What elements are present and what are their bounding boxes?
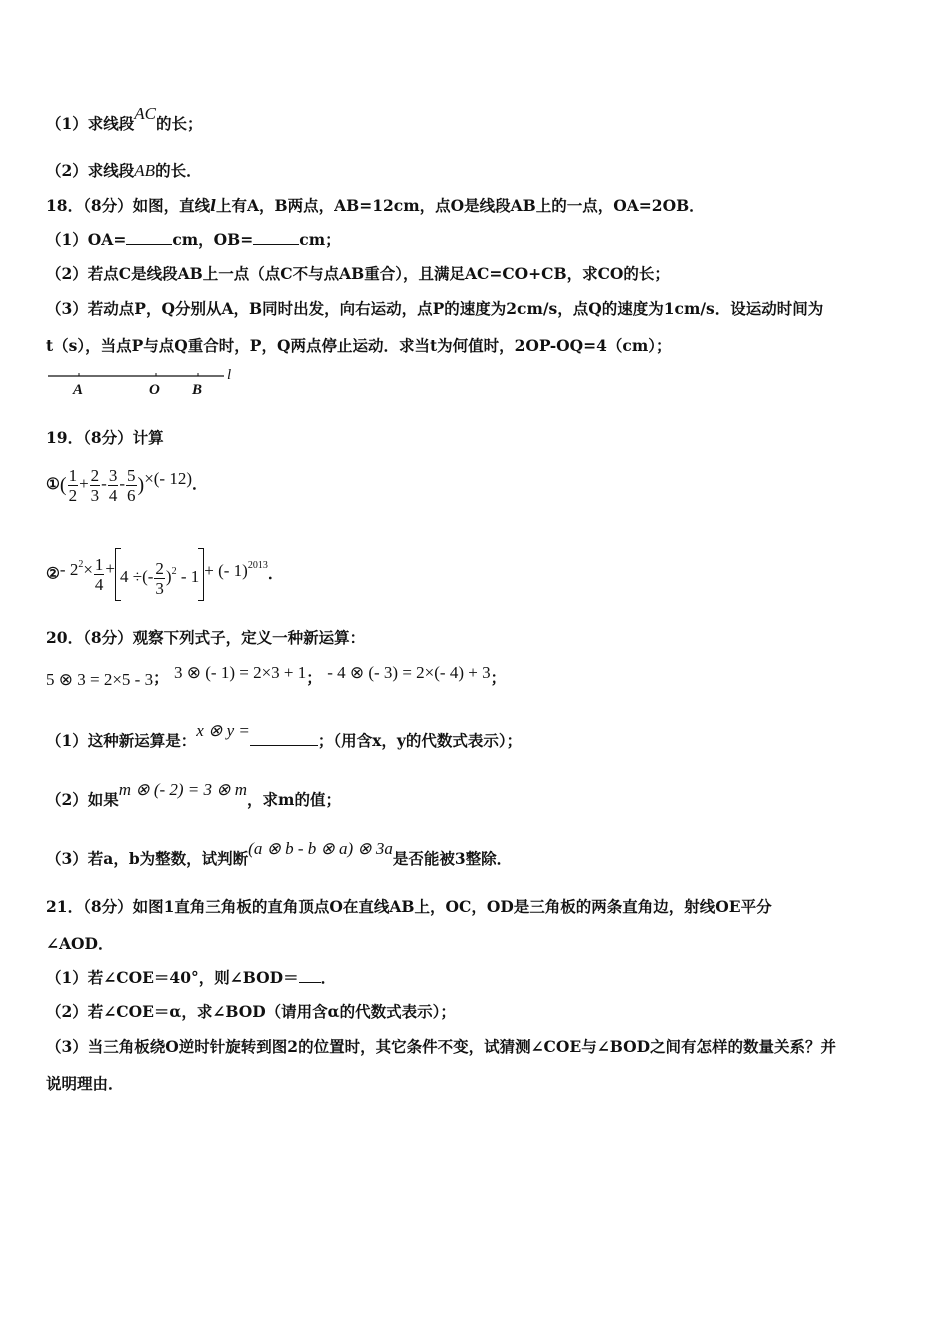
q21-line1: 21．（8分）如图1直角三角板的直角顶点O在直线AB上，OC，OD是三角板的两条直角边，射线OE平分 <box>46 897 772 916</box>
period: ． <box>267 563 284 583</box>
q21-part2: （2）若∠COE＝α，求∠BOD（请用含α的代数式表示）； <box>46 1002 456 1021</box>
denominator: 6 <box>127 485 136 505</box>
q20-part1-b: ；（用含x，y的代数式表示）； <box>317 731 523 750</box>
inner-b: ) <box>165 567 172 586</box>
q18-line-name: l <box>210 196 216 215</box>
q21-part1-b: ． <box>320 968 337 987</box>
q18-intro-text: 18．（8分）如图，直线 <box>46 196 211 215</box>
numerator: 1 <box>94 555 104 574</box>
fraction-5-6 <box>126 466 137 505</box>
q21-part1 <box>46 968 336 988</box>
label-l: l <box>227 367 232 383</box>
answer-blank <box>126 244 172 245</box>
circled-1: ① <box>46 474 60 493</box>
denominator: 3 <box>155 578 164 598</box>
period: ． <box>192 474 208 493</box>
multiply-neg-12: ×(- 12) <box>144 469 193 488</box>
answer-blank <box>253 244 299 245</box>
q18-intro-rest: 上有A，B两点，AB=12cm，点O是线段AB上的一点，OA=2OB． <box>216 196 705 215</box>
q18-part2: （2）若点C是线段AB上一点（点C不与点AB重合），且满足AC=CO+CB，求CO的长； <box>46 264 670 283</box>
separator: ； <box>306 668 322 687</box>
q20-part2-a: （2）如果 <box>46 790 119 809</box>
q19-expression-1 <box>46 462 208 507</box>
fraction-2-3 <box>154 559 165 598</box>
exponent: 2 <box>78 559 84 570</box>
numerator: 1 <box>68 465 78 485</box>
open-paren: ( <box>59 474 67 496</box>
q17-segment-ac: AC <box>134 104 157 123</box>
numerator: 5 <box>127 465 136 485</box>
operator: + <box>79 474 89 493</box>
neg-1-power <box>204 561 268 580</box>
q19-title: 19．（8分）计算 <box>46 428 164 447</box>
q17-part1 <box>46 104 203 134</box>
square-bracket-group <box>115 548 204 601</box>
plus: + <box>105 558 116 578</box>
q18-part3-line1: （3）若动点P，Q分别从A，B同时出发，向右运动，点P的速度为2cm/s，点Q的速度为1cm/s．设运动时间为 <box>46 299 824 318</box>
fraction-1-4 <box>94 555 105 594</box>
neg-2-squared <box>60 560 93 579</box>
inner-a: 4 ÷(- <box>120 567 154 586</box>
operator: - <box>119 474 126 493</box>
q21-line2: ∠AOD． <box>46 934 114 953</box>
example-3: - 4 ⊗ (- 3) = 2×(- 4) + 3 <box>327 663 491 682</box>
fraction-2-3 <box>90 466 101 505</box>
q19-expression-2 <box>46 548 283 601</box>
fraction-3-4 <box>108 466 119 505</box>
q21-part1-a: （1）若∠COE＝40°，则∠BOD＝ <box>46 968 299 987</box>
q20-x-op-y: x ⊗ y = <box>196 721 250 740</box>
q20-part1 <box>46 721 523 751</box>
exponent: 2 <box>171 566 177 577</box>
q18-part3-line2: t（s），当点P与点Q重合时，P，Q两点停止运动．求当t为何值时，2OP-OQ=4（cm）； <box>46 336 672 355</box>
q17-part1-suffix: 的长； <box>156 114 203 133</box>
example-1: 5 ⊗ 3 = 2×5 - 3 <box>46 670 154 689</box>
answer-blank <box>250 745 318 746</box>
q17-part2 <box>46 161 202 181</box>
q17-segment-ab: AB <box>134 161 156 180</box>
q20-part3-a: （3）若a，b为整数，试判断 <box>46 849 249 868</box>
inner-c: - 1 <box>176 567 200 586</box>
denominator: 2 <box>68 485 78 505</box>
separator: ； <box>153 668 169 687</box>
q20-title: 20．（8分）观察下列式子，定义一种新运算： <box>46 628 366 647</box>
q20-part3-b: 是否能被3整除． <box>392 849 513 868</box>
numerator: 2 <box>90 465 100 485</box>
q20-equation: m ⊗ (- 2) = 3 ⊗ m <box>118 780 248 799</box>
operator: - <box>101 474 107 493</box>
times: × <box>83 560 93 579</box>
numerator: 2 <box>155 558 164 578</box>
q21-part3-line2: 说明理由． <box>46 1074 124 1093</box>
q20-expression: (a ⊗ b - b ⊗ a) ⊗ 3a <box>248 839 393 858</box>
denominator: 4 <box>94 575 104 594</box>
denominator: 3 <box>90 485 100 505</box>
q18-part1-b: cm，OB= <box>172 230 254 249</box>
denominator: 4 <box>108 485 118 505</box>
q20-examples <box>46 663 507 689</box>
label-o: O <box>149 382 160 398</box>
q18-part1-c: cm； <box>299 230 341 249</box>
circled-2: ② <box>46 563 60 583</box>
label-b: B <box>192 382 203 398</box>
q20-part2 <box>46 780 341 810</box>
fraction-1-2 <box>68 466 79 505</box>
example-2: 3 ⊗ (- 1) = 2×3 + 1 <box>174 663 307 682</box>
q18-intro <box>46 196 705 216</box>
q17-part1-prefix: （1）求线段 <box>46 114 135 133</box>
q20-part1-a: （1）这种新运算是： <box>46 731 197 750</box>
base: + (- 1) <box>204 561 248 580</box>
answer-blank <box>299 982 321 983</box>
q18-part1 <box>46 230 341 250</box>
base: - 2 <box>59 560 79 579</box>
q17-part2-prefix: （2）求线段 <box>46 161 135 180</box>
q21-part3-line1: （3）当三角板绕O逆时针旋转到图2的位置时，其它条件不变，试猜测∠COE与∠BOD之间有怎样的数量关系？并 <box>46 1037 837 1056</box>
exponent: 2013 <box>247 560 268 571</box>
label-a: A <box>73 382 84 398</box>
separator: ； <box>490 668 507 687</box>
q18-part1-a: （1）OA= <box>46 230 127 249</box>
q20-part3 <box>46 839 513 869</box>
q20-part2-b: ，求m的值； <box>247 790 341 809</box>
q18-line-diagram <box>46 364 246 404</box>
q17-part2-suffix: 的长． <box>155 161 202 180</box>
numerator: 3 <box>108 465 118 485</box>
close-paren: ) <box>137 474 145 496</box>
